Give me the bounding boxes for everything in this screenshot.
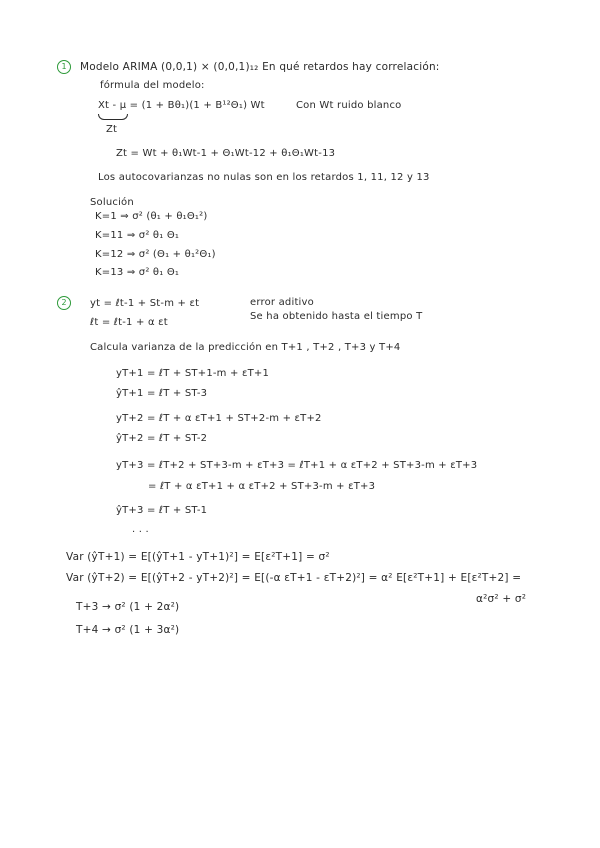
ex2-var-t2: Var (ŷT+2) = E[(ŷT+2 - yT+2)²] = E[(-α εT+1 - εT+2)²] = α² E[ε²T+1] + E[ε²T+2] = bbox=[66, 572, 522, 584]
ex1-header: Modelo ARIMA (0,0,1) × (0,0,1)₁₂ En qué retardos hay correlación: bbox=[80, 61, 440, 73]
ex2-note-additive: error aditivo bbox=[250, 297, 314, 308]
ex2-note-time: Se ha obtenido hasta el tiempo T bbox=[250, 311, 423, 322]
ex1-solution-k1: K=1 ⇒ σ² (θ₁ + θ₁Θ₁²) bbox=[95, 211, 208, 222]
ex1-solution-k13: K=13 ⇒ σ² θ₁ Θ₁ bbox=[95, 267, 180, 278]
ex1-formula-title: fórmula del modelo: bbox=[100, 80, 205, 91]
ex2-line-y-t3: yT+3 = ℓT+2 + ST+3-m + εT+3 = ℓT+1 + α εT+2 + ST+3-m + εT+3 bbox=[116, 460, 478, 471]
ex1-zt-equation: Zt = Wt + θ₁Wt-1 + Θ₁Wt-12 + θ₁Θ₁Wt-13 bbox=[116, 148, 336, 159]
ex2-var-t4: T+4 → σ² (1 + 3α²) bbox=[76, 624, 180, 636]
ex1-statement: Los autocovarianzas no nulas son en los retardos 1, 11, 12 y 13 bbox=[98, 172, 430, 183]
ex2-model-y: yt = ℓt-1 + St-m + εt bbox=[90, 298, 200, 309]
ex2-var-t1: Var (ŷT+1) = E[(ŷT+1 - yT+1)²] = E[ε²T+1] = σ² bbox=[66, 551, 330, 563]
exercise-2-number: 2 bbox=[61, 298, 67, 307]
ex1-solution-title: Solución bbox=[90, 197, 134, 208]
ex2-ellipsis: · · · bbox=[132, 527, 149, 538]
exercise-2-marker bbox=[57, 296, 71, 310]
underbrace bbox=[98, 114, 128, 120]
ex2-line-yhat-t2: ŷT+2 = ℓT + ST-2 bbox=[116, 433, 208, 444]
ex2-line-yhat-t1: ŷT+1 = ℓT + ST-3 bbox=[116, 388, 208, 399]
ex2-task: Calcula varianza de la predicción en T+1 , T+2 , T+3 y T+4 bbox=[90, 342, 401, 353]
exercise-1-marker bbox=[57, 60, 71, 74]
ex2-line-yhat-t3: ŷT+3 = ℓT + ST-1 bbox=[116, 505, 208, 516]
ex1-formula: Xt - μ = (1 + Bθ₁)(1 + B¹²Θ₁) Wt bbox=[98, 100, 265, 111]
ex1-zt-label: Zt bbox=[106, 124, 118, 135]
ex2-model-l: ℓt = ℓt-1 + α εt bbox=[90, 317, 168, 328]
ex1-solution-k12: K=12 ⇒ σ² (Θ₁ + θ₁²Θ₁) bbox=[95, 249, 216, 260]
ex2-line-y-t1: yT+1 = ℓT + ST+1-m + εT+1 bbox=[116, 368, 270, 379]
ex1-white-noise: Con Wt ruido blanco bbox=[296, 100, 402, 111]
ex2-var-t2-result: α²σ² + σ² bbox=[476, 593, 527, 605]
ex2-line-y-t2: yT+2 = ℓT + α εT+1 + ST+2-m + εT+2 bbox=[116, 413, 322, 424]
ex2-var-t3: T+3 → σ² (1 + 2α²) bbox=[76, 601, 180, 613]
ex2-line-y-t3-cont: = ℓT + α εT+1 + α εT+2 + ST+3-m + εT+3 bbox=[148, 481, 376, 492]
exercise-1-number: 1 bbox=[61, 62, 67, 71]
ex1-solution-k11: K=11 ⇒ σ² θ₁ Θ₁ bbox=[95, 230, 180, 241]
